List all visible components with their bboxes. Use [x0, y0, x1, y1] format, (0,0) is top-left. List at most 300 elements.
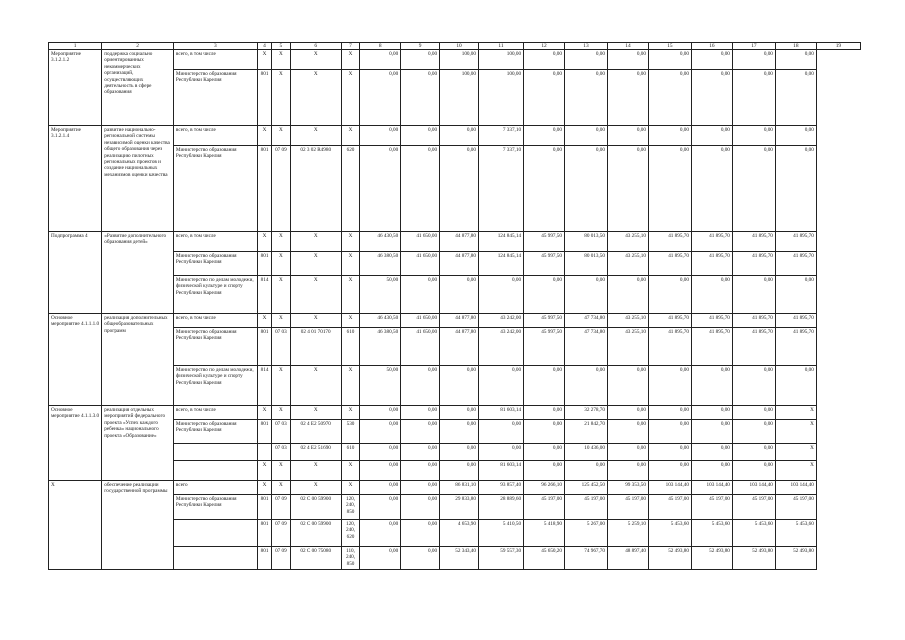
- executor-cell: всего, в том числе: [173, 232, 257, 252]
- executor-cell: Министерство образования Республики Карелия: [173, 70, 257, 126]
- code-cell: Х: [272, 70, 290, 126]
- value-cell: 81 603,14: [478, 461, 523, 481]
- value-cell: 96 266,10: [524, 481, 565, 495]
- value-cell: 0,00: [691, 276, 732, 314]
- code-cell: 620: [341, 146, 359, 232]
- value-cell: 0,00: [648, 366, 691, 406]
- value-cell: 0,00: [524, 366, 565, 406]
- code-cell: 07 09: [272, 520, 290, 547]
- value-cell: 0,00: [524, 126, 565, 146]
- value-cell: 50,00: [360, 276, 401, 314]
- value-cell: 43 255,10: [607, 328, 648, 366]
- value-cell: 0,00: [401, 444, 440, 461]
- value-cell: 44 877,80: [440, 314, 479, 328]
- code-cell: Х: [341, 50, 359, 70]
- column-number: 9: [401, 43, 440, 50]
- code-cell: Х: [272, 276, 290, 314]
- code-cell: 801: [257, 252, 271, 276]
- value-cell: 0,00: [524, 50, 565, 70]
- value-cell: 0,00: [401, 461, 440, 481]
- value-cell: 5 453,60: [775, 520, 816, 547]
- value-cell: 4 653,90: [440, 520, 479, 547]
- code-cell: Х: [257, 314, 271, 328]
- value-cell: 41 895,70: [775, 314, 816, 328]
- value-cell: 41 895,70: [732, 232, 775, 252]
- executor-cell: всего, в том числе: [173, 406, 257, 420]
- value-cell: 5 418,90: [524, 520, 565, 547]
- executor-cell: Министерство образования Республики Карелия: [173, 252, 257, 276]
- code-cell: 610: [341, 444, 359, 461]
- value-cell: 45 997,50: [524, 232, 565, 252]
- code-cell: Х: [290, 314, 341, 328]
- code-cell: [257, 444, 271, 461]
- column-number: 6: [290, 43, 341, 50]
- value-cell: 0,00: [524, 444, 565, 461]
- value-cell: 5 453,60: [648, 520, 691, 547]
- value-cell: 0,00: [732, 70, 775, 126]
- code-cell: 02 С 00 75080: [290, 547, 341, 570]
- executor-cell: Министерство образования Республики Карелия: [173, 146, 257, 232]
- value-cell: 45 197,00: [775, 495, 816, 520]
- value-cell: 0,00: [440, 420, 479, 444]
- value-cell: 0,00: [732, 461, 775, 481]
- executor-cell: Министерство образования Республики Карелия: [173, 420, 257, 444]
- value-cell: 5 453,60: [732, 520, 775, 547]
- value-cell: 0,00: [732, 126, 775, 146]
- value-cell: 43 255,10: [607, 314, 648, 328]
- value-cell: 41 895,70: [775, 252, 816, 276]
- value-cell: 100,00: [478, 70, 523, 126]
- value-cell: 0,00: [401, 70, 440, 126]
- value-cell: 0,00: [607, 366, 648, 406]
- code-cell: Х: [341, 481, 359, 495]
- value-cell: 103 144,40: [648, 481, 691, 495]
- value-cell: 7 337,10: [478, 126, 523, 146]
- code-cell: 801: [257, 146, 271, 232]
- value-cell: 0,00: [440, 276, 479, 314]
- value-cell: 0,00: [564, 70, 607, 126]
- column-number: 19: [816, 43, 860, 50]
- code-cell: 814: [257, 366, 271, 406]
- code-cell: 801: [257, 328, 271, 366]
- value-cell: 0,00: [360, 495, 401, 520]
- program-code-cell: Основное мероприятие 4.1.1.3.0: [49, 406, 102, 481]
- column-number: 10: [440, 43, 479, 50]
- value-cell: 44 877,80: [440, 252, 479, 276]
- value-cell: 46 380,50: [360, 252, 401, 276]
- value-cell: 0,00: [732, 50, 775, 70]
- value-cell: 45 997,50: [524, 314, 565, 328]
- program-code-cell: Мероприятие 3.1.2.1.2: [49, 50, 102, 126]
- code-cell: 07 09: [272, 495, 290, 520]
- value-cell: 0,00: [732, 406, 775, 420]
- table-row: [49, 50, 861, 70]
- value-cell: 45 197,00: [648, 495, 691, 520]
- value-cell: 0,00: [775, 50, 816, 70]
- code-cell: 07 03: [272, 328, 290, 366]
- value-cell: 0,00: [360, 126, 401, 146]
- executor-cell: [173, 461, 257, 481]
- value-cell: 0,00: [648, 276, 691, 314]
- value-cell: 43 242,00: [478, 314, 523, 328]
- value-cell: 0,00: [360, 461, 401, 481]
- value-cell: 52 493,80: [648, 547, 691, 570]
- value-cell: 0,00: [564, 366, 607, 406]
- value-cell: 100,00: [440, 50, 479, 70]
- value-cell: 52 343,40: [440, 547, 479, 570]
- value-cell: 74 967,70: [564, 547, 607, 570]
- code-cell: 120, 240, 620: [341, 520, 359, 547]
- code-cell: Х: [257, 461, 271, 481]
- value-cell: 0,00: [607, 146, 648, 232]
- value-cell: 0,00: [360, 406, 401, 420]
- value-cell: 29 833,80: [440, 495, 479, 520]
- code-cell: Х: [272, 481, 290, 495]
- program-name-cell: реализация дополнительных общеобразовательных программ: [102, 314, 174, 406]
- column-number: 18: [775, 43, 816, 50]
- code-cell: Х: [290, 232, 341, 252]
- value-cell: 0,00: [732, 420, 775, 444]
- code-cell: Х: [257, 406, 271, 420]
- value-cell: 41 895,70: [648, 314, 691, 328]
- executor-cell: Министерство образования Республики Карелия: [173, 495, 257, 520]
- code-cell: Х: [272, 232, 290, 252]
- value-cell: 0,00: [440, 461, 479, 481]
- value-cell: 93 857,40: [478, 481, 523, 495]
- code-cell: Х: [272, 50, 290, 70]
- value-cell: 0,00: [691, 444, 732, 461]
- value-cell: 124 845,14: [478, 232, 523, 252]
- value-cell: 0,00: [524, 70, 565, 126]
- value-cell: 45 197,00: [524, 495, 565, 520]
- column-number: 16: [691, 43, 732, 50]
- code-cell: Х: [290, 276, 341, 314]
- code-cell: 02 С 00 59900: [290, 520, 341, 547]
- code-cell: Х: [272, 126, 290, 146]
- value-cell: 0,00: [775, 126, 816, 146]
- budget-table-sheet: [48, 42, 861, 570]
- value-cell: 0,00: [732, 146, 775, 232]
- value-cell: 52 493,80: [775, 547, 816, 570]
- value-cell: 52 493,80: [732, 547, 775, 570]
- value-cell: 0,00: [691, 406, 732, 420]
- value-cell: 0,00: [564, 50, 607, 70]
- value-cell: 5 453,60: [691, 520, 732, 547]
- value-cell: 0,00: [564, 146, 607, 232]
- value-cell: 21 842,70: [564, 420, 607, 444]
- value-cell: 5 259,10: [607, 520, 648, 547]
- value-cell: 0,00: [524, 406, 565, 420]
- value-cell: 0,00: [732, 366, 775, 406]
- value-cell: 0,00: [478, 366, 523, 406]
- value-cell: 0,00: [360, 50, 401, 70]
- code-cell: Х: [341, 70, 359, 126]
- value-cell: 125 452,50: [564, 481, 607, 495]
- column-number: 8: [360, 43, 401, 50]
- value-cell: 41 895,70: [732, 328, 775, 366]
- code-cell: Х: [257, 232, 271, 252]
- budget-table: [48, 42, 861, 570]
- column-number: 17: [732, 43, 775, 50]
- value-cell: 5 410,50: [478, 520, 523, 547]
- value-cell: 0,00: [401, 146, 440, 232]
- value-cell: 0,00: [401, 495, 440, 520]
- value-cell: 124 845,14: [478, 252, 523, 276]
- column-number: 2: [102, 43, 174, 50]
- value-cell: 103 144,40: [732, 481, 775, 495]
- value-cell: Х: [775, 461, 816, 481]
- value-cell: 0,00: [478, 444, 523, 461]
- value-cell: 52 493,80: [691, 547, 732, 570]
- code-cell: 530: [341, 420, 359, 444]
- value-cell: 43 242,00: [478, 328, 523, 366]
- executor-cell: Министерство по делам молодежи, физической культуре и спорту Республики Карелия: [173, 276, 257, 314]
- value-cell: 28 889,60: [478, 495, 523, 520]
- code-cell: Х: [341, 366, 359, 406]
- value-cell: 41 895,70: [691, 314, 732, 328]
- code-cell: Х: [341, 126, 359, 146]
- code-cell: Х: [341, 314, 359, 328]
- executor-cell: [173, 547, 257, 570]
- code-cell: Х: [290, 406, 341, 420]
- value-cell: 43 255,10: [607, 232, 648, 252]
- code-cell: 07 03: [272, 444, 290, 461]
- column-number: 7: [341, 43, 359, 50]
- value-cell: 0,00: [691, 146, 732, 232]
- code-cell: Х: [341, 252, 359, 276]
- column-number: 5: [272, 43, 290, 50]
- value-cell: 0,00: [360, 420, 401, 444]
- code-cell: Х: [341, 276, 359, 314]
- value-cell: 48 897,40: [607, 547, 648, 570]
- code-cell: 07 09: [272, 146, 290, 232]
- value-cell: 0,00: [440, 366, 479, 406]
- value-cell: 44 877,80: [440, 232, 479, 252]
- value-cell: 0,00: [775, 276, 816, 314]
- executor-cell: Министерство по делам молодежи, физической культуре и спорту Республики Карелия: [173, 366, 257, 406]
- table-row: [49, 126, 861, 146]
- value-cell: 0,00: [607, 126, 648, 146]
- value-cell: 0,00: [360, 70, 401, 126]
- executor-cell: Министерство образования Республики Карелия: [173, 328, 257, 366]
- value-cell: 0,00: [607, 70, 648, 126]
- value-cell: 0,00: [564, 126, 607, 146]
- value-cell: Х: [775, 406, 816, 420]
- value-cell: 0,00: [607, 420, 648, 444]
- value-cell: 0,00: [440, 126, 479, 146]
- value-cell: 0,00: [607, 444, 648, 461]
- code-cell: 02 4 01 70170: [290, 328, 341, 366]
- code-cell: 801: [257, 495, 271, 520]
- value-cell: 44 877,80: [440, 328, 479, 366]
- column-number: 15: [648, 43, 691, 50]
- value-cell: 0,00: [691, 461, 732, 481]
- value-cell: 41 895,70: [732, 314, 775, 328]
- value-cell: 0,00: [401, 420, 440, 444]
- table-row: [49, 406, 861, 420]
- value-cell: 46 430,50: [360, 232, 401, 252]
- value-cell: 47 734,80: [564, 314, 607, 328]
- code-cell: 801: [257, 547, 271, 570]
- value-cell: 80 013,50: [564, 252, 607, 276]
- value-cell: 0,00: [360, 520, 401, 547]
- code-cell: 07 09: [272, 547, 290, 570]
- value-cell: 7 337,10: [478, 146, 523, 232]
- value-cell: 45 997,50: [524, 328, 565, 366]
- value-cell: 0,00: [401, 366, 440, 406]
- executor-cell: [173, 520, 257, 547]
- value-cell: 45 197,00: [564, 495, 607, 520]
- value-cell: 41 650,00: [401, 232, 440, 252]
- value-cell: 41 895,70: [691, 232, 732, 252]
- value-cell: 45 650,20: [524, 547, 565, 570]
- code-cell: 02 4 Е2 51690: [290, 444, 341, 461]
- code-cell: Х: [341, 232, 359, 252]
- value-cell: 0,00: [607, 276, 648, 314]
- program-name-cell: реализация отдельных мероприятий федерального проекта «Успех каждого ребенка» национального проекта «Образование»: [102, 406, 174, 481]
- value-cell: 41 650,00: [401, 314, 440, 328]
- executor-cell: всего, в том числе: [173, 314, 257, 328]
- code-cell: Х: [272, 314, 290, 328]
- value-cell: 41 895,70: [648, 232, 691, 252]
- value-cell: 0,00: [648, 406, 691, 420]
- code-cell: 814: [257, 276, 271, 314]
- value-cell: 0,00: [607, 50, 648, 70]
- value-cell: 0,00: [440, 146, 479, 232]
- table-row: [49, 481, 861, 495]
- code-cell: 610: [341, 328, 359, 366]
- value-cell: 0,00: [440, 406, 479, 420]
- value-cell: 45 997,50: [524, 252, 565, 276]
- value-cell: 0,00: [648, 70, 691, 126]
- value-cell: 41 895,70: [691, 252, 732, 276]
- value-cell: 0,00: [401, 547, 440, 570]
- value-cell: 0,00: [775, 70, 816, 126]
- value-cell: 0,00: [564, 461, 607, 481]
- value-cell: 100,00: [478, 50, 523, 70]
- value-cell: 0,00: [401, 481, 440, 495]
- code-cell: 801: [257, 70, 271, 126]
- executor-cell: [173, 444, 257, 461]
- value-cell: 43 255,10: [607, 252, 648, 276]
- code-cell: 02 3 02 R4980: [290, 146, 341, 232]
- code-cell: Х: [341, 406, 359, 420]
- value-cell: 0,00: [691, 50, 732, 70]
- executor-cell: всего, в том числе: [173, 50, 257, 70]
- value-cell: 50,00: [360, 366, 401, 406]
- code-cell: Х: [290, 481, 341, 495]
- value-cell: Х: [775, 444, 816, 461]
- value-cell: 0,00: [564, 276, 607, 314]
- value-cell: 0,00: [648, 50, 691, 70]
- value-cell: 0,00: [607, 406, 648, 420]
- executor-cell: всего: [173, 481, 257, 495]
- value-cell: 0,00: [648, 146, 691, 232]
- column-number: 1: [49, 43, 102, 50]
- code-cell: Х: [272, 366, 290, 406]
- value-cell: 0,00: [401, 50, 440, 70]
- code-cell: Х: [290, 70, 341, 126]
- code-cell: 801: [257, 420, 271, 444]
- column-number: 13: [564, 43, 607, 50]
- value-cell: 0,00: [648, 420, 691, 444]
- value-cell: 0,00: [478, 276, 523, 314]
- column-number: 14: [607, 43, 648, 50]
- value-cell: 45 197,00: [732, 495, 775, 520]
- value-cell: 86 831,10: [440, 481, 479, 495]
- value-cell: 0,00: [524, 461, 565, 481]
- value-cell: 0,00: [360, 481, 401, 495]
- code-cell: Х: [257, 50, 271, 70]
- value-cell: 80 013,50: [564, 232, 607, 252]
- value-cell: 0,00: [524, 420, 565, 444]
- code-cell: Х: [290, 252, 341, 276]
- code-cell: 02 С 00 59900: [290, 495, 341, 520]
- value-cell: 0,00: [440, 444, 479, 461]
- code-cell: Х: [290, 50, 341, 70]
- value-cell: 10 436,00: [564, 444, 607, 461]
- value-cell: 5 267,00: [564, 520, 607, 547]
- value-cell: 0,00: [691, 126, 732, 146]
- value-cell: 0,00: [401, 126, 440, 146]
- column-number: 3: [173, 43, 257, 50]
- table-row: [49, 314, 861, 328]
- value-cell: 47 734,80: [564, 328, 607, 366]
- value-cell: 81 603,14: [478, 406, 523, 420]
- value-cell: 0,00: [691, 70, 732, 126]
- value-cell: 100,00: [440, 70, 479, 126]
- value-cell: 41 895,70: [775, 328, 816, 366]
- value-cell: Х: [775, 420, 816, 444]
- value-cell: 103 144,40: [775, 481, 816, 495]
- value-cell: 0,00: [524, 276, 565, 314]
- value-cell: 103 144,40: [691, 481, 732, 495]
- code-cell: Х: [272, 252, 290, 276]
- value-cell: 41 650,00: [401, 252, 440, 276]
- code-cell: 110, 240, 850: [341, 547, 359, 570]
- program-code-cell: Мероприятие 3.1.2.1.4: [49, 126, 102, 232]
- value-cell: 46 430,50: [360, 314, 401, 328]
- value-cell: 0,00: [648, 126, 691, 146]
- code-cell: Х: [257, 481, 271, 495]
- value-cell: 0,00: [401, 406, 440, 420]
- value-cell: 32 278,70: [564, 406, 607, 420]
- code-cell: Х: [272, 406, 290, 420]
- value-cell: 0,00: [478, 420, 523, 444]
- value-cell: 0,00: [732, 276, 775, 314]
- value-cell: 0,00: [360, 146, 401, 232]
- value-cell: 46 380,50: [360, 328, 401, 366]
- value-cell: 0,00: [775, 366, 816, 406]
- value-cell: 0,00: [775, 146, 816, 232]
- value-cell: 0,00: [401, 276, 440, 314]
- value-cell: 0,00: [691, 420, 732, 444]
- column-number: 12: [524, 43, 565, 50]
- code-cell: 02 4 Е2 50970: [290, 420, 341, 444]
- code-cell: Х: [290, 461, 341, 481]
- code-cell: Х: [290, 366, 341, 406]
- code-cell: Х: [272, 461, 290, 481]
- program-name-cell: обеспечение реализации государственной программы: [102, 481, 174, 570]
- value-cell: 0,00: [648, 461, 691, 481]
- code-cell: 801: [257, 520, 271, 547]
- column-number: 11: [478, 43, 523, 50]
- column-number-row: [49, 43, 861, 50]
- value-cell: 0,00: [401, 520, 440, 547]
- program-code-cell: Х: [49, 481, 102, 570]
- program-name-cell: поддержка социально ориентированных некоммерческих организаций, осуществляющих деятельность в сфере образования: [102, 50, 174, 126]
- column-number: 4: [257, 43, 271, 50]
